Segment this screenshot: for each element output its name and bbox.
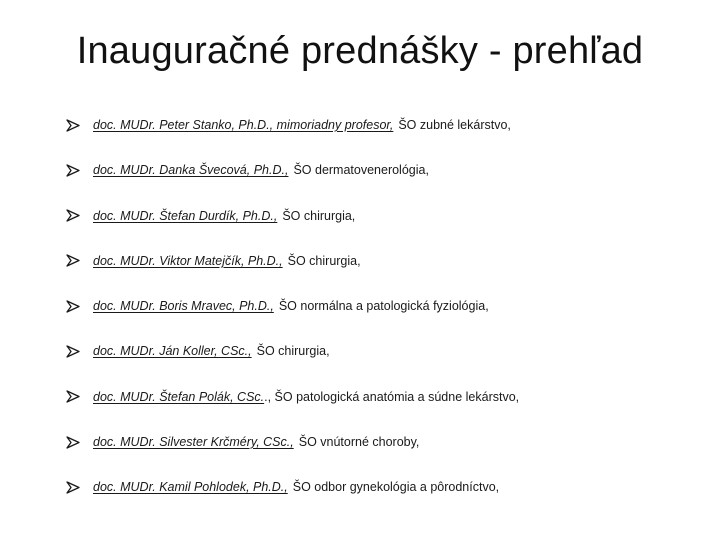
list-item [66,248,706,274]
department-text: ŠO chirurgia, [282,208,356,223]
arrowhead-bullet-icon [66,481,93,494]
list-item [66,157,706,183]
list-item [66,112,706,138]
slide-title: Inauguračné prednášky - prehľad [76,30,644,72]
arrowhead-bullet-icon [66,345,93,358]
list-item [66,429,706,455]
arrowhead-bullet-icon [66,164,93,177]
list-item [66,203,706,229]
list-item [66,474,706,500]
department-text: ŠO chirurgia, [256,344,330,359]
lecturer-link[interactable]: doc. MUDr. Boris Mravec, Ph.D., [93,299,274,314]
lecture-list [66,112,706,520]
list-item [66,338,706,364]
list-item [66,384,706,410]
arrowhead-bullet-icon [66,436,93,449]
lecturer-link[interactable]: doc. MUDr. Štefan Polák, CSc. [93,389,265,404]
lecturer-link[interactable]: doc. MUDr. Štefan Durdík, Ph.D., [93,208,278,223]
arrowhead-bullet-icon [66,390,93,403]
department-text: ŠO normálna a patologická fyziológia, [278,299,489,314]
arrowhead-bullet-icon [66,254,93,267]
department-text: ŠO odbor gynekológia a pôrodníctvo, [292,480,500,495]
lecturer-link[interactable]: doc. MUDr. Viktor Matejčík, Ph.D., [93,253,283,268]
list-item [66,293,706,319]
department-text: ., ŠO patologická anatómia a súdne lekárstvo, [264,389,520,404]
arrowhead-bullet-icon [66,300,93,313]
lecturer-link[interactable]: doc. MUDr. Peter Stanko, Ph.D., mimoriadny profesor, [93,118,394,132]
lecturer-link[interactable]: doc. MUDr. Kamil Pohlodek, Ph.D., [93,480,288,495]
department-text: ŠO zubné lekárstvo, [398,118,511,132]
department-text: ŠO dermatovenerológia, [293,163,429,178]
lecturer-link[interactable]: doc. MUDr. Danka Švecová, Ph.D., [93,163,289,178]
lecturer-link[interactable]: doc. MUDr. Silvester Krčméry, CSc., [93,435,294,450]
arrowhead-bullet-icon [66,209,93,222]
lecturer-link[interactable]: doc. MUDr. Ján Koller, CSc., [93,344,252,359]
arrowhead-bullet-icon [66,119,93,132]
department-text: ŠO chirurgia, [287,253,361,268]
department-text: ŠO vnútorné choroby, [298,435,420,450]
